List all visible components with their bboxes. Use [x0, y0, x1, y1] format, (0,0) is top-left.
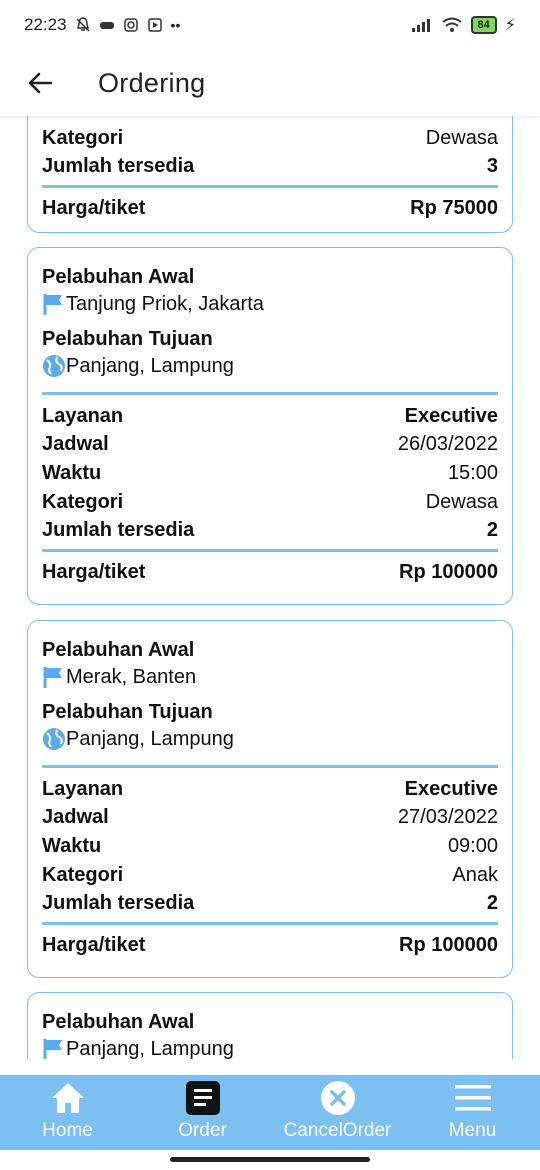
available-label: Jumlah tersedia	[42, 155, 195, 178]
cancel-circle-icon	[320, 1080, 356, 1116]
schedule-value: 26/03/2022	[397, 433, 498, 456]
notification-icons	[75, 17, 181, 33]
available-value: 2	[486, 892, 498, 915]
service-label: Layanan	[42, 777, 124, 800]
destination-port	[42, 727, 498, 751]
nav-order-label: Order	[178, 1120, 227, 1141]
menu-icon	[454, 1083, 492, 1113]
status-bar	[0, 0, 540, 50]
nav-cancel-order-label: CancelOrder	[283, 1120, 392, 1141]
time-value: 15:00	[447, 461, 498, 484]
departure-port-name: Tanjung Priok, Jakarta	[66, 292, 264, 315]
system-icons	[411, 15, 516, 35]
available-label: Jumlah tersedia	[42, 892, 195, 915]
departure-port	[42, 1037, 498, 1059]
category-value: Dewasa	[425, 126, 498, 149]
time-label: Waktu	[42, 834, 102, 857]
departure-port-label: Pelabuhan Awal	[42, 266, 195, 288]
departure-port	[42, 292, 498, 316]
destination-port-label: Pelabuhan Tujuan	[42, 328, 213, 350]
category-value: Anak	[452, 863, 498, 886]
back-button[interactable]	[0, 50, 80, 116]
divider	[42, 185, 498, 188]
flag-icon	[42, 292, 66, 316]
service-value: Executive	[404, 404, 498, 427]
page-title: Ordering	[98, 67, 206, 98]
price-label: Harga/tiket	[42, 933, 146, 956]
youtube-icon	[147, 17, 163, 33]
category-label: Kategori	[42, 126, 124, 149]
battery-icon: 84	[471, 16, 497, 34]
signal-icon	[411, 17, 433, 33]
schedule-value: 27/03/2022	[397, 806, 498, 829]
divider	[42, 922, 498, 925]
destination-port-name: Panjang, Lampung	[66, 727, 234, 750]
nav-home[interactable]	[0, 1075, 135, 1150]
more-notifications-icon: ••	[170, 17, 181, 33]
time-value: 09:00	[447, 834, 498, 857]
flag-icon	[42, 1037, 66, 1059]
category-label: Kategori	[42, 490, 124, 513]
price-label: Harga/tiket	[42, 196, 146, 219]
globe-icon	[42, 727, 66, 751]
game-icon	[99, 17, 115, 33]
category-label: Kategori	[42, 863, 124, 886]
destination-port-name: Panjang, Lampung	[66, 354, 234, 377]
gesture-bar[interactable]	[170, 1157, 370, 1162]
flag-icon	[42, 665, 66, 689]
nav-cancel-order[interactable]	[270, 1075, 405, 1150]
time-label: Waktu	[42, 461, 102, 484]
charging-icon: ⚡	[504, 17, 516, 34]
bottom-nav	[0, 1075, 540, 1150]
divider	[42, 392, 498, 395]
status-time: 22:23	[24, 15, 67, 34]
price-value: Rp 100000	[399, 933, 498, 956]
schedule-label: Jadwal	[42, 433, 109, 456]
available-value: 2	[486, 519, 498, 542]
departure-port-label: Pelabuhan Awal	[42, 639, 195, 661]
available-label: Jumlah tersedia	[42, 519, 195, 542]
nav-menu-label: Menu	[448, 1120, 497, 1141]
schedule-label: Jadwal	[42, 806, 109, 829]
price-value: Rp 100000	[399, 560, 498, 583]
departure-port-name: Panjang, Lampung	[66, 1037, 234, 1059]
nav-order[interactable]	[135, 1075, 270, 1150]
ticket-card[interactable]	[27, 620, 513, 978]
ticket-card[interactable]	[27, 116, 513, 233]
globe-icon	[42, 354, 66, 378]
service-value: Executive	[404, 777, 498, 800]
price-value: Rp 75000	[410, 196, 498, 219]
ticket-card[interactable]	[27, 992, 513, 1059]
available-value: 3	[486, 155, 498, 178]
divider	[42, 549, 498, 552]
divider	[42, 765, 498, 768]
destination-port	[42, 354, 498, 378]
price-label: Harga/tiket	[42, 560, 146, 583]
nav-menu[interactable]	[405, 1075, 540, 1150]
arrow-left-icon	[27, 71, 53, 95]
departure-port	[42, 665, 498, 689]
nav-home-label: Home	[42, 1120, 93, 1141]
ticket-card[interactable]	[27, 247, 513, 605]
destination-port-label: Pelabuhan Tujuan	[42, 701, 213, 723]
bell-off-icon	[75, 17, 91, 33]
category-value: Dewasa	[425, 490, 498, 513]
instagram-icon	[123, 17, 139, 33]
home-icon	[50, 1081, 86, 1115]
document-icon	[185, 1080, 221, 1116]
app-bar	[0, 50, 540, 116]
departure-port-label: Pelabuhan Awal	[42, 1011, 195, 1033]
departure-port-name: Merak, Banten	[66, 665, 197, 688]
service-label: Layanan	[42, 404, 124, 427]
wifi-icon	[441, 17, 463, 33]
ticket-list[interactable]	[0, 116, 540, 1059]
